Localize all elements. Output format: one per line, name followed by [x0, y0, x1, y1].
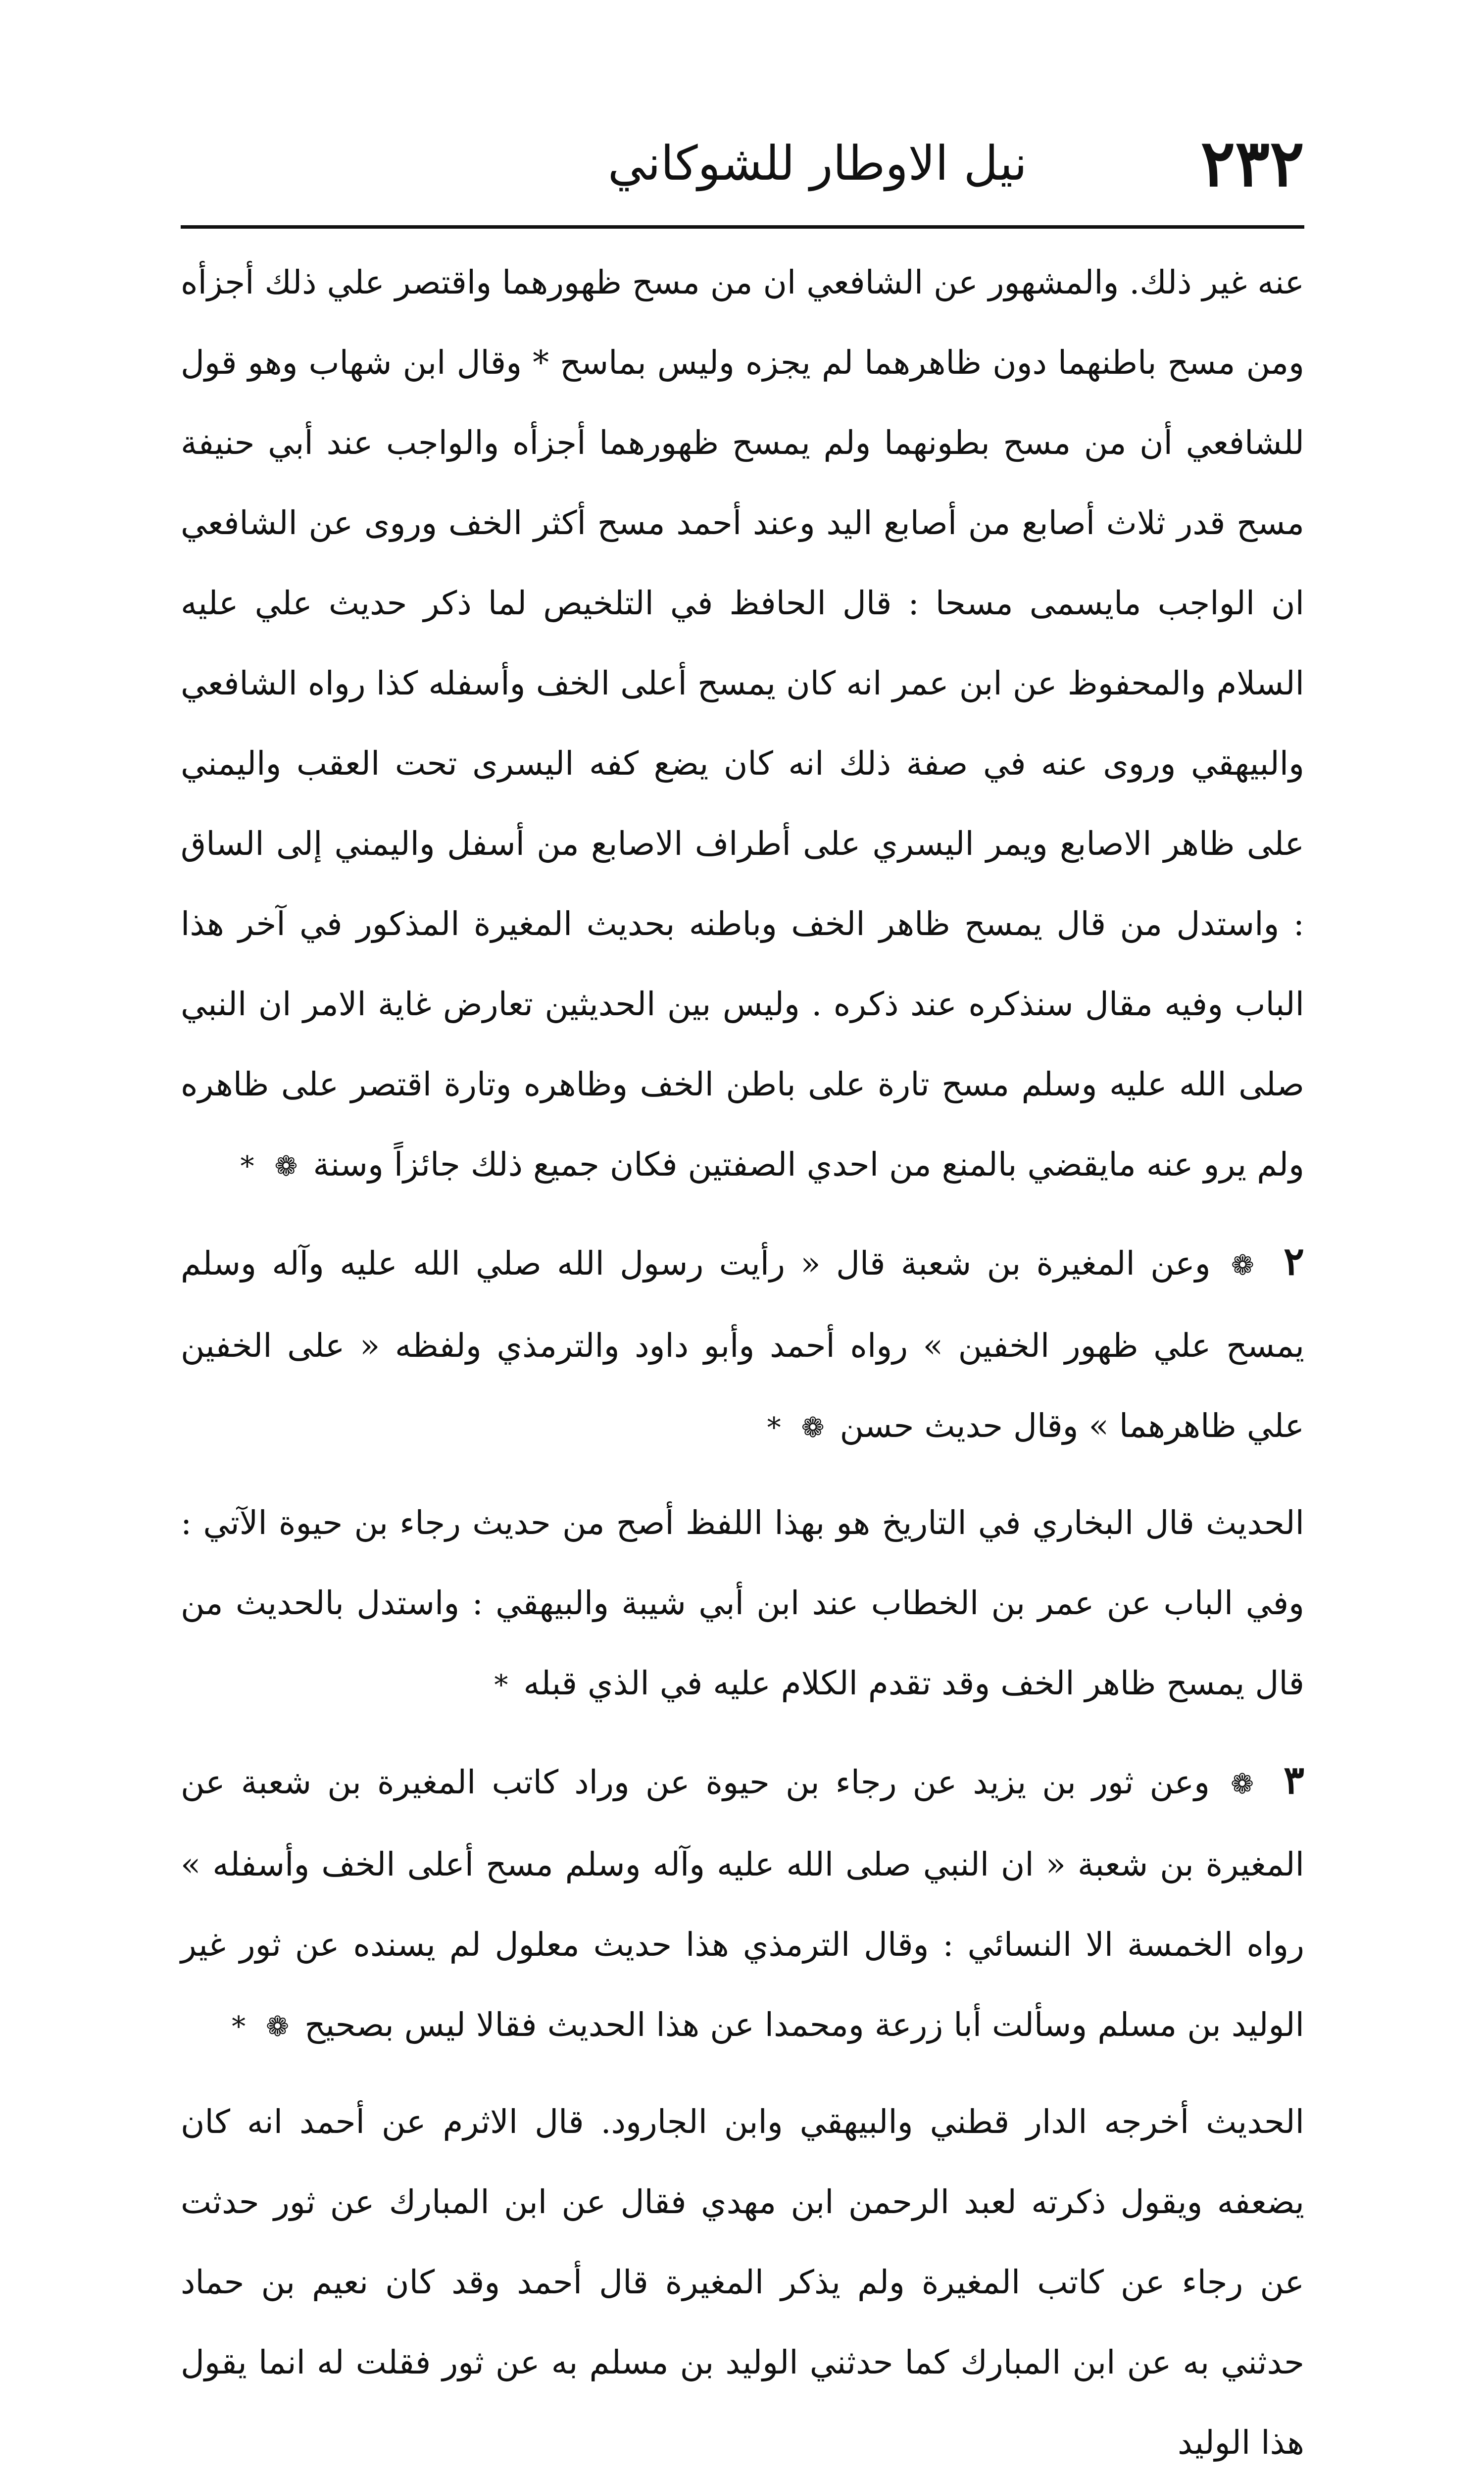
- end-mark: *: [494, 1669, 508, 1701]
- paragraph-text: وعن المغيرة بن شعبة قال « رأيت رسول الله صلي الله عليه وآله وسلم يمسح علي ظهور الخفين » رواه أحمد وأبو داود والترمذي ولفظه « على الخفين علي ظاهرهما » وقال حديث حسن: [181, 1244, 1304, 1445]
- ornament-icon: ❁: [274, 1150, 298, 1183]
- end-mark: *: [767, 1412, 781, 1444]
- header-rule: [181, 225, 1304, 229]
- hadith-number: ٢: [1284, 1239, 1304, 1284]
- book-title: نيل الاوطار للشوكاني: [607, 136, 1027, 191]
- hadith-number: ٣: [1284, 1758, 1304, 1803]
- ornament-icon: ❁: [1231, 1768, 1254, 1800]
- paragraph-commentary-3: [181, 2082, 1304, 2475]
- end-mark: *: [240, 1150, 254, 1183]
- end-mark: *: [232, 2011, 246, 2043]
- ornament-icon: ❁: [801, 1412, 825, 1444]
- paragraph-text: الحديث قال البخاري في التاريخ هو بهذا اللفظ أصح من حديث رجاء بن حيوة الآتي : وفي الباب عن عمر بن الخطاب عند ابن أبي شيبة والبيهقي : واستدل بالحديث من قال يمسح ظاهر الخف وقد تقدم الكلام عليه في الذي قبله: [181, 1504, 1304, 1702]
- paragraph-text: الحديث أخرجه الدار قطني والبيهقي وابن الجارود. قال الاثرم عن أحمد انه كان يضعفه ويقول ذكرته لعبد الرحمن ابن مهدي فقال عن ابن المبارك عن ثور حدثت عن رجاء عن كاتب المغيرة ولم يذكر المغيرة قال أحمد وقد كان نعيم بن حماد حدثني به عن ابن المبارك كما حدثني الوليد بن مسلم به عن ثور فقلت له انما يقول هذا الوليد: [181, 2103, 1304, 2462]
- paragraph-hadith-3: [181, 1740, 1304, 2067]
- page-header: [181, 114, 1304, 213]
- paragraph-commentary-1: [181, 243, 1304, 1207]
- paragraph-text: عنه غير ذلك. والمشهور عن الشافعي ان من مسح ظهورهما واقتصر علي ذلك أجزأه ومن مسح باطنهما دون ظاهرهما لم يجزه وليس بماسح * وقال ابن شهاب وهو قول للشافعي أن من مسح بطونهما ولم يمسح ظهورهما أجزأه والواجب عند أبي حنيفة مسح قدر ثلاث أصابع من أصابع اليد وعند أحمد مسح أكثر الخف وروى عن الشافعي ان الواجب مايسمى مسحا : قال الحافظ في التلخيص لما ذكر حديث علي عليه السلام والمحفوظ عن ابن عمر انه كان يمسح أعلى الخف وأسفله كذا رواه الشافعي والبيهقي وروى عنه في صفة ذلك انه كان يضع كفه اليسرى تحت العقب واليمني على ظاهر الاصابع ويمر اليسري على أطراف الاصابع من أسفل واليمني إلى الساق : واستدل من قال يمسح ظاهر الخف وباطنه بحديث المغيرة المذكور في آخر هذا الباب وفيه مقال سنذكره عند ذكره . وليس بين الحديثين تعارض غاية الامر ان النبي صلى الله عليه وسلم مسح تارة على باطن الخف وظاهره وتارة اقتصر على ظاهره ولم يرو عنه مايقضي بالمنع من احدي الصفتين فكان جميع ذلك جائزاً وسنة: [181, 263, 1304, 1184]
- paragraph-hadith-2: [181, 1222, 1304, 1468]
- page-number: ٢٣٢: [1200, 125, 1304, 201]
- ornament-icon: ❁: [1231, 1249, 1254, 1282]
- body-text: [181, 243, 1304, 2475]
- paragraph-commentary-2: [181, 1483, 1304, 1726]
- ornament-icon: ❁: [266, 2011, 290, 2043]
- paragraph-text: وعن ثور بن يزيد عن رجاء بن حيوة عن وراد كاتب المغيرة بن شعبة عن المغيرة بن شعبة « ان النبي صلى الله عليه وآله وسلم مسح أعلى الخف وأسفله » رواه الخمسة الا النسائي : وقال الترمذي هذا حديث معلول لم يسنده عن ثور غير الوليد بن مسلم وسألت أبا زرعة ومحمدا عن هذا الحديث فقالا ليس بصحيح: [181, 1763, 1304, 2044]
